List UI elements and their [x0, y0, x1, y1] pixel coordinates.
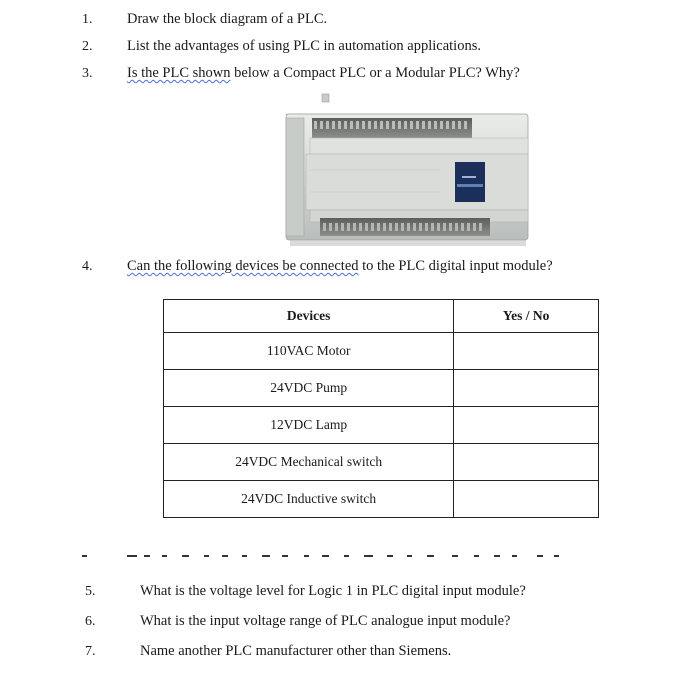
- question-7-number: 7.: [85, 644, 96, 659]
- answer-cell[interactable]: [454, 333, 599, 370]
- question-3-number: 3.: [82, 66, 93, 81]
- question-5-number: 5.: [85, 584, 96, 599]
- cut-off-text-line: [82, 552, 562, 560]
- question-1-text: Draw the block diagram of a PLC.: [127, 11, 328, 27]
- header-devices: Devices: [164, 300, 454, 333]
- question-3-rest: below a Compact PLC or a Modular PLC? Why?: [230, 65, 520, 81]
- table-row: [164, 444, 599, 481]
- question-5-text: What is the voltage level for Logic 1 in PLC digital input module?: [140, 583, 526, 599]
- question-2-number: 2.: [82, 39, 93, 54]
- question-2-text: List the advantages of using PLC in automation applications.: [127, 38, 481, 54]
- devices-table: [163, 299, 599, 518]
- answer-cell[interactable]: [454, 370, 599, 407]
- question-4-number: 4.: [82, 259, 93, 274]
- plc-photo: [280, 92, 532, 254]
- device-cell: 12VDC Lamp: [164, 407, 454, 444]
- answer-cell[interactable]: [454, 407, 599, 444]
- device-cell: 24VDC Mechanical switch: [164, 444, 454, 481]
- table-row: [164, 333, 599, 370]
- table-row: [164, 481, 599, 518]
- answer-cell[interactable]: [454, 481, 599, 518]
- header-yes-no: Yes / No: [454, 300, 599, 333]
- answer-cell[interactable]: [454, 444, 599, 481]
- device-cell: 110VAC Motor: [164, 333, 454, 370]
- device-cell: 24VDC Inductive switch: [164, 481, 454, 518]
- question-3-text: [127, 65, 520, 82]
- question-3-underlined: Is the PLC shown: [127, 65, 231, 81]
- device-cell: 24VDC Pump: [164, 370, 454, 407]
- question-4-text: [127, 258, 553, 275]
- question-4-rest: to the PLC digital input module?: [358, 258, 553, 274]
- question-6-text: What is the input voltage range of PLC analogue input module?: [140, 613, 511, 629]
- table-row: [164, 407, 599, 444]
- question-6-number: 6.: [85, 614, 96, 629]
- question-7-text: Name another PLC manufacturer other than Siemens.: [140, 643, 452, 659]
- table-header-row: [164, 300, 599, 333]
- table-row: [164, 370, 599, 407]
- question-1-number: 1.: [82, 12, 93, 27]
- question-4-underlined: Can the following devices be connected: [127, 258, 359, 274]
